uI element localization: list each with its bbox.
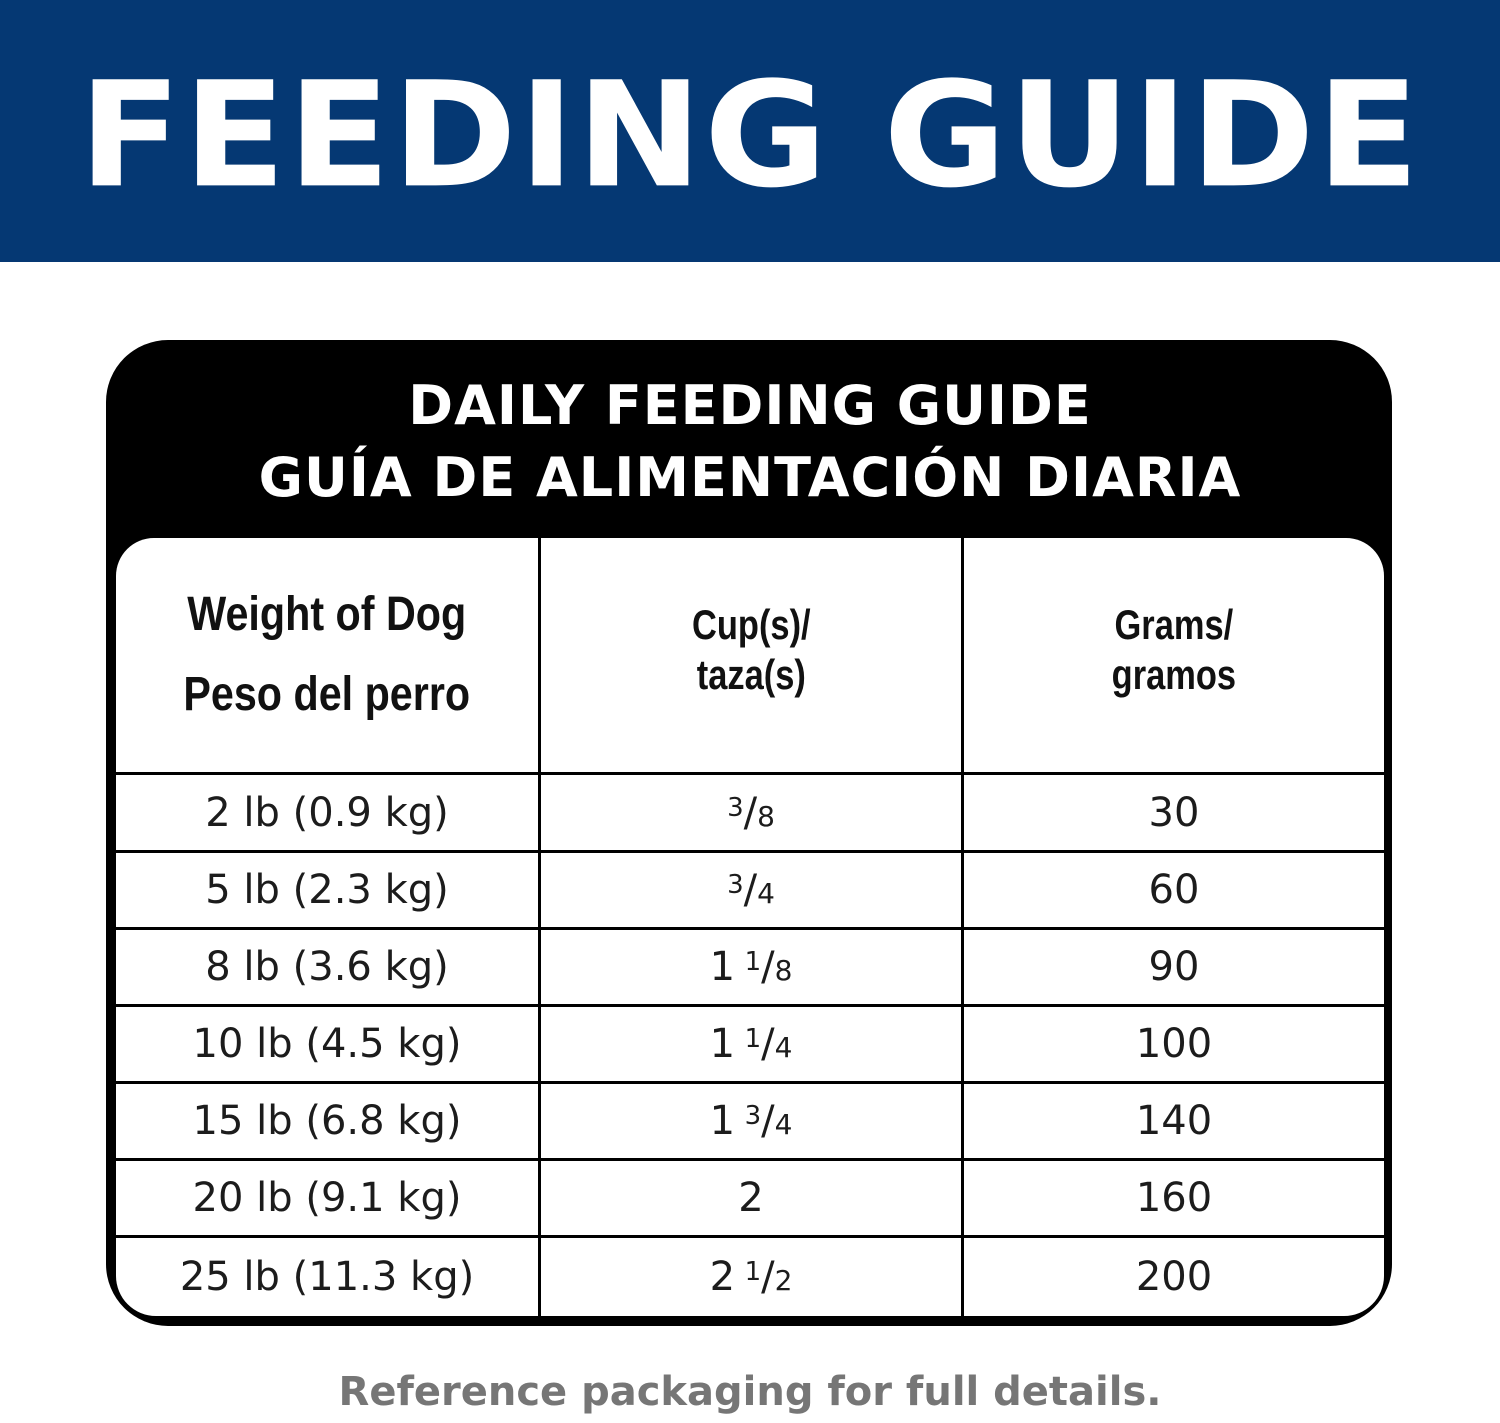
fraction-denominator: 4 — [757, 877, 775, 910]
fraction-numerator: 3 — [744, 1101, 762, 1131]
weight-cell: 2 lb (0.9 kg) — [205, 789, 449, 836]
fraction-slash: / — [743, 789, 758, 836]
cups-cell — [541, 1084, 961, 1158]
fraction-slash: / — [761, 944, 775, 990]
cups-value — [710, 1098, 793, 1144]
footer-note: Reference packaging for full details. — [338, 1369, 1162, 1415]
cups-fraction — [744, 1098, 793, 1144]
weight-cell: 8 lb (3.6 kg) — [205, 944, 449, 990]
cups-cell — [541, 775, 961, 850]
cups-value — [727, 790, 775, 836]
header-weight-spanish: Peso del perro — [183, 668, 471, 721]
header-grams-spanish: gramos — [1111, 651, 1237, 698]
cups-value — [710, 1254, 793, 1300]
card-heading-english: DAILY FEEDING GUIDE — [408, 374, 1092, 437]
grams-cell: 90 — [1148, 944, 1200, 990]
header-weight — [116, 538, 538, 772]
row-divider — [116, 850, 1384, 853]
row-divider — [116, 1081, 1384, 1084]
fraction-numerator: 1 — [744, 1257, 762, 1287]
cups-whole: 1 — [709, 944, 736, 990]
cups-value — [727, 867, 775, 913]
fraction-numerator: 3 — [727, 792, 744, 823]
cups-whole: 2 — [709, 1254, 736, 1300]
fraction-denominator: 4 — [774, 1108, 793, 1141]
cups-whole: 2 — [738, 1175, 764, 1221]
cups-fraction — [744, 1021, 793, 1067]
row-divider — [116, 1004, 1384, 1007]
cups-fraction — [727, 789, 775, 836]
row-divider — [116, 1158, 1384, 1161]
cups-cell — [541, 1238, 961, 1316]
fraction-denominator: 8 — [774, 954, 793, 987]
header-weight-english: Weight of Dog — [187, 588, 467, 641]
cups-value — [738, 1175, 763, 1221]
cups-fraction — [744, 1254, 793, 1300]
feeding-table — [116, 538, 1384, 1316]
grams-cell: 160 — [1135, 1175, 1213, 1221]
fraction-slash: / — [761, 1021, 775, 1067]
fraction-denominator: 2 — [774, 1264, 793, 1297]
fraction-denominator: 4 — [774, 1031, 793, 1064]
cups-value — [710, 1021, 793, 1067]
header-cups — [541, 538, 961, 772]
card-heading-spanish: GUÍA DE ALIMENTACIÓN DIARIA — [258, 446, 1242, 509]
fraction-numerator: 3 — [727, 870, 744, 900]
weight-cell: 25 lb (11.3 kg) — [179, 1254, 475, 1300]
cups-cell — [541, 1161, 961, 1235]
cups-fraction — [744, 944, 793, 990]
card-heading — [0, 370, 1500, 514]
weight-cell: 15 lb (6.8 kg) — [192, 1098, 462, 1144]
page-title: FEEDING GUIDE — [78, 51, 1422, 221]
fraction-denominator: 8 — [757, 799, 775, 833]
row-divider — [116, 927, 1384, 930]
grams-cell: 200 — [1135, 1254, 1213, 1300]
fraction-slash: / — [761, 1098, 775, 1144]
cups-whole: 1 — [709, 1098, 736, 1144]
weight-cell: 5 lb (2.3 kg) — [205, 867, 449, 913]
fraction-numerator: 1 — [744, 1024, 762, 1054]
cups-cell — [541, 1007, 961, 1081]
header-grams-english: Grams/ — [1114, 601, 1234, 648]
row-divider — [116, 1235, 1384, 1238]
grams-cell: 60 — [1148, 867, 1200, 913]
grams-cell: 30 — [1148, 789, 1200, 836]
fraction-numerator: 1 — [744, 947, 762, 977]
grams-cell: 100 — [1135, 1021, 1213, 1067]
header-grams — [964, 538, 1384, 772]
fraction-slash: / — [761, 1254, 775, 1300]
cups-whole: 1 — [709, 1021, 736, 1067]
cups-cell — [541, 930, 961, 1004]
header-cups-english: Cup(s)/ — [691, 601, 811, 648]
cups-cell — [541, 853, 961, 927]
header-cups-spanish: taza(s) — [696, 651, 806, 698]
weight-cell: 20 lb (9.1 kg) — [192, 1175, 462, 1221]
fraction-slash: / — [743, 867, 758, 913]
cups-fraction — [727, 867, 775, 913]
grams-cell: 140 — [1135, 1098, 1213, 1144]
row-divider — [116, 772, 1384, 775]
weight-cell: 10 lb (4.5 kg) — [192, 1021, 462, 1067]
cups-value — [710, 944, 793, 990]
